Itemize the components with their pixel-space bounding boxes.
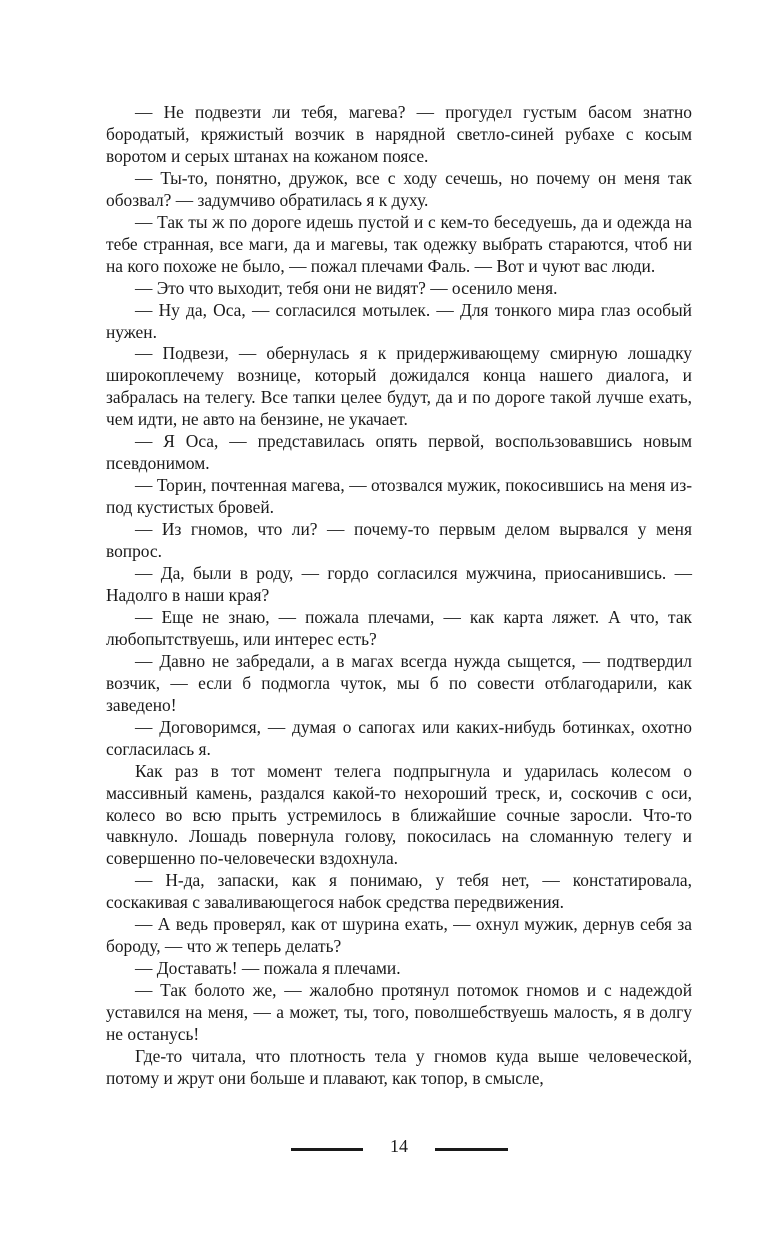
paragraph-17: — Доставать! — пожала я плечами.: [135, 958, 401, 979]
paragraph-9: — Из гномов, что ли? — почему-то первым делом вырвался у меня вопрос.: [106, 519, 692, 562]
paragraph-19: Где-то читала, что плотность тела у гномов куда выше человеческой, потому и жрут они больше и плавают, как топор, в смысле,: [106, 1045, 692, 1088]
paragraph-3: — Так ты ж по дороге идешь пустой и с кем-то беседуешь, да и одежда на тебе странная, все маги, да и магевы, так одежку выбрать стараются, чтоб ни на кого похоже не было, — пожал плечами Фаль. — Вот и чуют вас люди.: [106, 211, 692, 276]
page-number: 14: [390, 1136, 408, 1156]
paragraph-8: — Торин, почтенная магева, — отозвался мужик, покосившись на меня из-под кустистых бровей.: [106, 475, 692, 518]
paragraph-1: — Не подвезти ли тебя, магева? — прогудел густым басом знатно бородатый, кряжистый возчик в нарядной светло-синей рубахе с косым воротом и серых штанах на кожаном поясе.: [106, 102, 692, 166]
paragraph-13: — Договоримся, — думая о сапогах или каких-нибудь ботинках, охотно согласилась я.: [106, 716, 692, 759]
paragraph-12: — Давно не забредали, а в магах всегда нужда сыщется, — подтвердил возчик, — если б подмогла чуток, мы б по совести отблагодарили, как заведено!: [106, 650, 692, 715]
paragraph-4: — Это что выходит, тебя они не видят? — осенило меня.: [135, 277, 558, 298]
paragraph-10: — Да, были в роду, — гордо согласился мужчина, приосанившись. — Надолго в наши края?: [106, 563, 692, 605]
page-footer: [0, 1134, 768, 1164]
paragraph-6: — Подвези, — обернулась я к придерживающему смирную лошадку широкоплечему вознице, который дожидался конца нашего диалога, и забралась на телегу. Все тапки целее будут, да и по дороге такой лучше ехать, чем идти, не авто на бензине, не укачает.: [106, 343, 692, 430]
paragraph-14: Как раз в тот момент телега подпрыгнула и ударилась колесом о массивный камень, раздался какой-то нехороший треск, и, соскочив с оси, колесо во всю прыть устремилось в ближайшие сочные заросли. Что-то чавкнуло. Лошадь повернула голову, покосилась на сломанную телегу и совершенно по-человечески вздохнула.: [106, 760, 692, 869]
paragraph-16: — А ведь проверял, как от шурина ехать, — охнул мужик, дернув себя за бороду, — что ж теперь делать?: [106, 914, 692, 957]
footer-rule-right: [435, 1148, 508, 1151]
footer-rule-left: [291, 1148, 363, 1151]
paragraph-15: — Н-да, запаски, как я понимаю, у тебя нет, — констатировала, соскакивая с заваливающегося набок средства передвижения.: [106, 870, 692, 913]
paragraph-7: — Я Оса, — представилась опять первой, воспользовавшись новым псевдонимом.: [106, 431, 692, 474]
paragraph-5: — Ну да, Оса, — согласился мотылек. — Для тонкого мира глаз особый нужен.: [106, 299, 692, 342]
paragraph-11: — Еще не знаю, — пожала плечами, — как карта ляжет. А что, так любопытствуешь, или интерес есть?: [106, 606, 692, 649]
paragraph-18: — Так болото же, — жалобно протянул потомок гномов и с надеждой уставился на меня, — а может, ты, того, поволшебствуешь малость, я в долгу не останусь!: [106, 980, 692, 1045]
body-text: [106, 102, 692, 1090]
paragraph-2: — Ты-то, понятно, дружок, все с ходу сечешь, но почему он меня так обозвал? — задумчиво обратилась я к духу.: [106, 167, 692, 210]
